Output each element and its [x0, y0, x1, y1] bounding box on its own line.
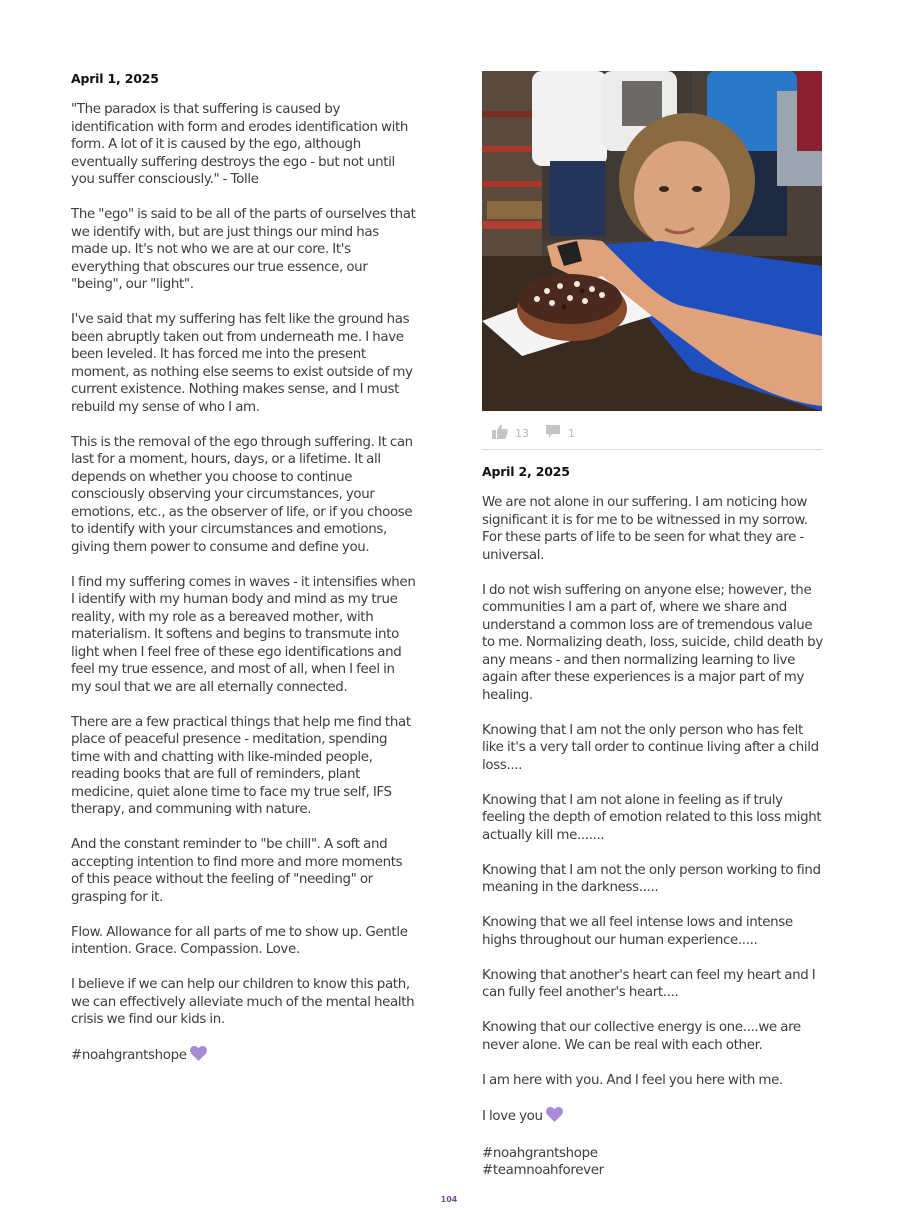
paragraph: I believe if we can help our children to know this path, we can effectively alleviate much of the mental health crisis we find our kids in.: [71, 977, 415, 1027]
post-date: April 1, 2025: [71, 71, 159, 86]
paragraph: I find my suffering comes in waves - it intensifies when I identify with my human body and mind as my true reality, with my role as a bereaved mother, with materialism. It softens and begins to transmute into light when I feel free of these ego identifications and feel my true essence, and most of all, when I feel in my soul that we are all eternally connected.: [71, 574, 416, 695]
post-date: April 2, 2025: [482, 464, 570, 479]
divider: [482, 449, 822, 450]
paragraph: I've said that my suffering has felt like the ground has been abruptly taken out from underneath me. I have been leveled. It has forced me into the present moment, as nothing else seems to exist outside of my current existence. Nothing makes sense, and I must rebuild my sense of who I am.: [71, 312, 413, 415]
like-count: 13: [515, 426, 529, 440]
paragraph: Knowing that I am not the only person working to find meaning in the darkness.....: [482, 862, 821, 895]
love-text: I love you: [482, 1108, 543, 1124]
paragraph: This is the removal of the ego through suffering. It can last for a moment, hours, days, or a lifetime. It all depends on whether you choose to continue consciously observing your circumstances, your emotions, etc., as the observer of life, or if you choose to identify with your circumstances and emotions, giving them power to consume and define you.: [71, 434, 413, 555]
post-body: [71, 101, 416, 1084]
paragraph: And the constant reminder to "be chill". A soft and accepting intention to find more and more moments of this peace without the feeling of "needing" or grasping for it.: [71, 837, 403, 905]
purple-heart-icon: [546, 1107, 563, 1128]
paragraph: Knowing that another's heart can feel my heart and I can fully feel another's heart....: [482, 967, 816, 1000]
hashtag[interactable]: #noahgrantshope: [71, 1048, 187, 1063]
paragraph: Knowing that we all feel intense lows and intense highs throughout our human experience.....: [482, 915, 793, 948]
speech-bubble-icon: [545, 424, 568, 442]
paragraph: I am here with you. And I feel you here with me.: [482, 1072, 783, 1088]
like-button[interactable]: [492, 424, 529, 442]
post-stats: [492, 424, 591, 442]
paragraph: Knowing that I am not the only person who has felt like it's a very tall order to continue living after a child loss....: [482, 722, 819, 773]
hashtag[interactable]: #teamnoahforever: [482, 1163, 604, 1178]
post-photo[interactable]: [482, 71, 822, 411]
post-body: [482, 494, 823, 1180]
purple-heart-icon: [190, 1046, 207, 1067]
paragraph: The "ego" is said to be all of the parts of ourselves that we identify with, but are just things our mind has made up. It's not who we are at our core. It's everything that obscures our true essence, our "being", our "light".: [71, 207, 416, 292]
paragraph: I do not wish suffering on anyone else; however, the communities I am a part of, where we share and understand a common loss are of tremendous value to me. Normalizing death, loss, suicide, child death by any means - and then normalizing learning to live again after these experiences is a major part of my healing.: [482, 582, 823, 703]
love-line: [482, 1107, 823, 1128]
hashtag-line: [71, 1046, 416, 1067]
comment-button[interactable]: [545, 424, 575, 442]
paragraph: There are a few practical things that help me find that place of peaceful presence - meditation, spending time with and chatting with like-minded people, reading books that are full of reminders, plant medicine, quiet alone time to face my true self, IFS therapy, and communing with nature.: [71, 714, 411, 817]
hashtag[interactable]: #noahgrantshope: [482, 1145, 598, 1161]
paragraph: We are not alone in our suffering. I am noticing how significant it is for me to be witnessed in my sorrow. For these parts of life to be seen for what they are - universal.: [482, 495, 808, 563]
hashtag-block: [482, 1145, 823, 1180]
paragraph: Knowing that I am not alone in feeling as if truly feeling the depth of emotion related to this loss might actually kill me.......: [482, 792, 822, 843]
comment-count: 1: [568, 426, 575, 440]
page-number: 104: [440, 1195, 458, 1204]
paragraph: Flow. Allowance for all parts of me to show up. Gentle intention. Grace. Compassion. Love.: [71, 924, 408, 957]
paragraph: "The paradox is that suffering is caused by identification with form and erodes identification with form. A lot of it is caused by the ego, although eventually suffering destroys the ego - but not until you suffer consciously." - Tolle: [71, 102, 409, 187]
paragraph: Knowing that our collective energy is one....we are never alone. We can be real with each other.: [482, 1020, 801, 1053]
thumbs-up-icon: [492, 424, 515, 442]
